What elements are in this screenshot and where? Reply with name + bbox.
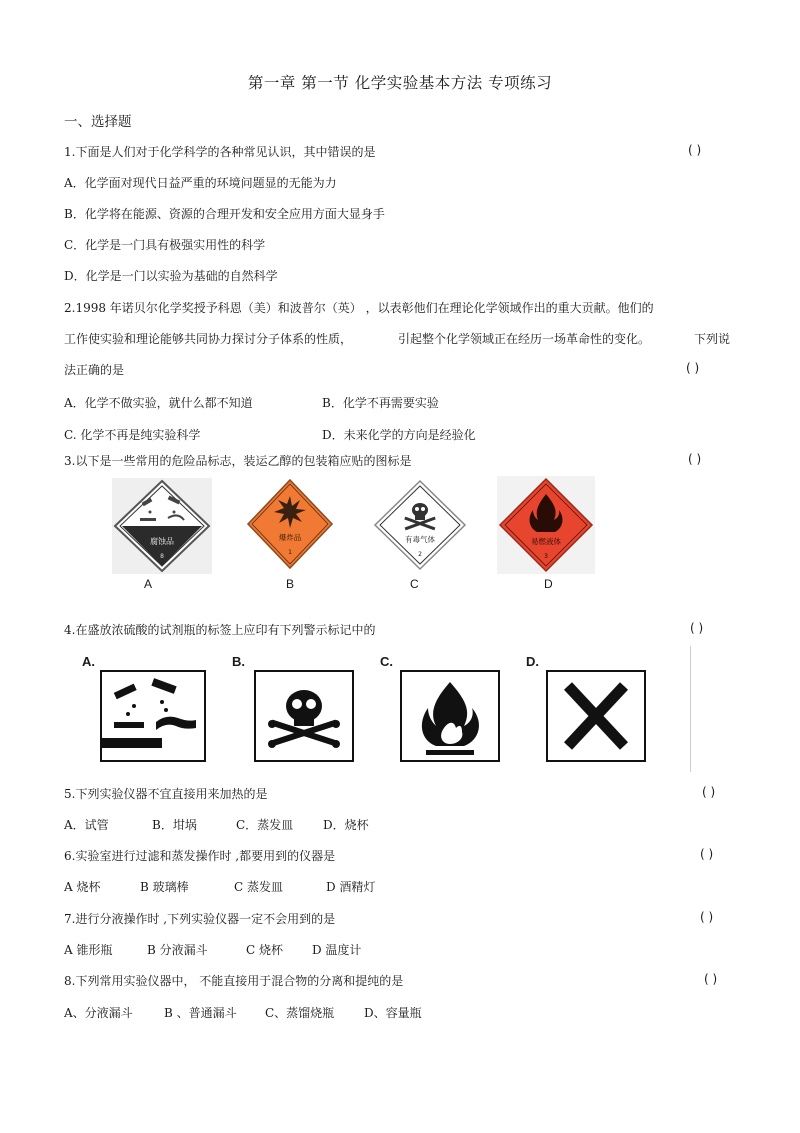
sign-label-d: D	[544, 577, 553, 591]
page-title: 第一章 第一节 化学实验基本方法 专项练习	[247, 74, 553, 92]
sign-c-text: 有毒气体	[405, 535, 435, 544]
q1-option-d: D．化学是一门以实验为基础的自然科学	[64, 269, 278, 283]
q1-stem: 1.下面是人们对于化学科学的各种常见认识，其中错误的是	[64, 145, 376, 159]
q7-answer-paren: ( )	[700, 910, 714, 924]
q3-stem: 3.以下是一些常用的危险品标志，装运乙醇的包装箱应贴的图标是	[64, 454, 412, 468]
q4-stem: 4.在盛放浓硫酸的试剂瓶的标签上应印有下列警示标记中的	[64, 623, 376, 637]
sign-b-text: 爆炸品	[278, 533, 302, 542]
q2-option-b: B．化学不再需要实验	[322, 396, 439, 410]
q6-option-c: C 蒸发皿	[234, 880, 283, 894]
sign-label-c: C	[410, 577, 419, 591]
q8-option-c: C、蒸馏烧瓶	[265, 1006, 335, 1020]
q5-stem: 5.下列实验仪器不宜直接用来加热的是	[64, 787, 268, 801]
q1-option-c: C．化学是一门具有极强实用性的科学	[64, 238, 266, 252]
harmful-x-icon	[546, 670, 646, 762]
q6-stem: 6.实验室进行过滤和蒸发操作时 ,都要用到的仪器是	[64, 849, 336, 863]
q6-option-a: A 烧杯	[64, 880, 101, 894]
toxic-gas-sign	[372, 478, 468, 572]
q8-option-b: B 、普通漏斗	[164, 1006, 237, 1020]
q2-stem-line2c: 下列说	[694, 332, 731, 346]
q2-option-d: D．未来化学的方向是经验化	[322, 428, 476, 442]
skull-crossbones-icon	[254, 670, 354, 762]
sign-b-number: 1	[288, 549, 292, 556]
q7-option-a: A 锥形瓶	[64, 943, 113, 957]
q2-option-a: A．化学不做实验，就什么都不知道	[64, 396, 253, 410]
q7-option-b: B 分液漏斗	[147, 943, 208, 957]
q6-option-b: B 玻璃棒	[140, 880, 189, 894]
q2-answer-paren: ( )	[686, 361, 700, 375]
flammable-liquid-sign	[497, 476, 595, 574]
q1-option-b: B．化学将在能源、资源的合理开发和安全应用方面大显身手	[64, 207, 385, 221]
q4-answer-paren: ( )	[690, 621, 704, 635]
q8-stem: 8.下列常用实验仪器中， 不能直接用于混合物的分离和提纯的是	[64, 974, 404, 988]
q3-answer-paren: ( )	[688, 452, 702, 466]
section-heading: 一、选择题	[64, 114, 132, 130]
corrosive-pictogram-icon	[100, 670, 206, 762]
q8-answer-paren: ( )	[704, 972, 718, 986]
q5-option-a: A．试管	[64, 818, 109, 832]
q2-option-c: C. 化学不再是纯实验科学	[64, 428, 201, 442]
q7-option-c: C 烧杯	[246, 943, 283, 957]
sign-d-number: 3	[544, 553, 548, 560]
q1-option-a: A．化学面对现代日益严重的环境问题显的无能为力	[64, 176, 337, 190]
q6-answer-paren: ( )	[700, 847, 714, 861]
sign-c-number: 2	[418, 551, 422, 558]
sign-d-text: 易燃液体	[531, 537, 561, 546]
q2-stem-line2b: 引起整个化学领域正在经历一场革命性的变化。	[398, 332, 651, 346]
sign-label-a: A	[144, 577, 153, 591]
q5-option-b: B．坩埚	[152, 818, 197, 832]
q6-option-d: D 酒精灯	[326, 880, 376, 894]
sign-a-number: 8	[160, 553, 164, 560]
q7-option-d: D 温度计	[312, 943, 362, 957]
sign-a-text: 腐蚀品	[150, 537, 174, 546]
q4-label-d: D.	[526, 654, 539, 669]
q8-option-d: D、容量瓶	[364, 1006, 422, 1020]
q5-option-d: D．烧杯	[323, 818, 369, 832]
q5-option-c: C．蒸发皿	[236, 818, 294, 832]
sign-label-b: B	[286, 577, 295, 591]
q2-stem-line2a: 工作使实验和理论能够共同协力探讨分子体系的性质，	[64, 332, 353, 346]
q4-label-c: C.	[380, 654, 393, 669]
q4-label-a: A.	[82, 654, 95, 669]
q1-answer-paren: ( )	[688, 143, 702, 157]
q2-stem-line1: 2.1998 年诺贝尔化学奖授予科恩（美）和波普尔（英） ，以表彰他们在理论化学领域作出的重大贡献。他们的	[64, 301, 654, 315]
explosive-sign	[246, 478, 334, 570]
corrosive-sign	[112, 478, 212, 574]
q8-option-a: A、分液漏斗	[64, 1006, 133, 1020]
q5-answer-paren: ( )	[702, 785, 716, 799]
q4-label-b: B.	[232, 654, 245, 669]
q7-stem: 7.进行分液操作时 ,下列实验仪器一定不会用到的是	[64, 912, 336, 926]
q2-stem-line3: 法正确的是	[64, 363, 125, 377]
flame-icon	[400, 670, 500, 762]
